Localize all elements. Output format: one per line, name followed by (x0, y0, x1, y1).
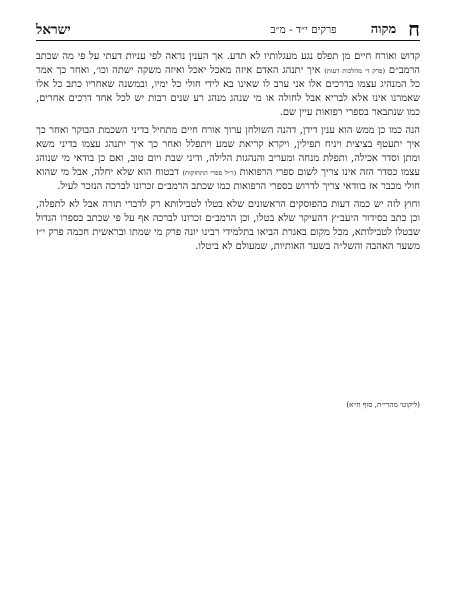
paragraph-text: דבטוח הוא שלא יחלה, אבל מי שהוא חולי מכבר אז בוודאי צריך לדרוש בספרי הרפואות כמו שכתב הרמב״ם זכרונו לברכה הנזכר לעיל. (36, 167, 420, 192)
paragraph-text: וחוץ לזה יש כמה דעות בהפוסקים הראשונים שלא בטלו לטבילותא רק לדברי תורה אבל לא לתפלה, וכן כתב בסידור היעב״ץ דהעיקר שלא בטלו, וכן הרמב״ם זכרונו לברכה אף על פי שכתב בספרו הגדול שבטלו לטבילותא, מכל מקום באגרת הביאו בתלמידי רבינו יונה פרק מי שמתו ובראשית חכמה פרק י״ז משער האהבה והשל״ה בשער האותיות, שמעולם לא ביטלו. (36, 199, 420, 252)
source-reference: (ר״ל ספרי התחזקות) (182, 169, 237, 177)
chapter-range: פרקים י״ד - מ״ב (270, 24, 337, 36)
paragraph (36, 198, 420, 254)
page-letter: ח (408, 17, 420, 41)
paragraph-text: הנה כמו כן ממש הוא ענין דידן, דהנה השולחן ערוך אורח חיים מתחיל בדיני השכמת הבוקר ואחר כך איך יתעטף בציצית ויניח תפילין, ויקרא קריאת שמע ויתפלל ואחר כך איך יתנהג עצמו בדיני משא ומתן וסדר אכילה, ותפלת מנחה ומעריב והנהגות הלילה, ודיני שבת ויום טוב, ואם כן בודאי מי שנוהג עצמו כסדר הזה אינו צריך לשום ספרי הרפואות (36, 125, 420, 178)
paragraph-text: קדוש ואורח חיים מן תפלס נגע מעגלותיו לא תדע. אך הענין נראה לפי עניות דעתי על פי מה שכתב הרמב״ם (36, 51, 420, 76)
paragraph (36, 50, 420, 120)
paragraph (36, 124, 420, 194)
source-reference: (פרק ד׳ מהלכות דעות) (324, 67, 386, 75)
body-text (36, 50, 420, 258)
book-title: ישראל (36, 22, 71, 38)
source-credit: (ליקוטי מהרי״ח, סוף ח״א) (346, 400, 420, 409)
page-header (36, 12, 420, 41)
section-name: מקוה (370, 22, 397, 37)
paragraph-text: איך יתנהג האדם איזה מאכל יאכל ואיזה משקה ישתה וכו׳, ואחר כך אמר כל המנהיג עצמו בדרכים אלו אני ערב לו שאינו בא לידי חולי כל ימיו, ובמשנה שאחריו כתב כל אלו שאמרנו אינו אלא לבריא אבל לחולה או מי שנהג מנהג רע שנים רבות יש לכל אחד דרכים אחרים, כמו שנתבאר בספרי רפואות עיין שם. (36, 65, 420, 118)
